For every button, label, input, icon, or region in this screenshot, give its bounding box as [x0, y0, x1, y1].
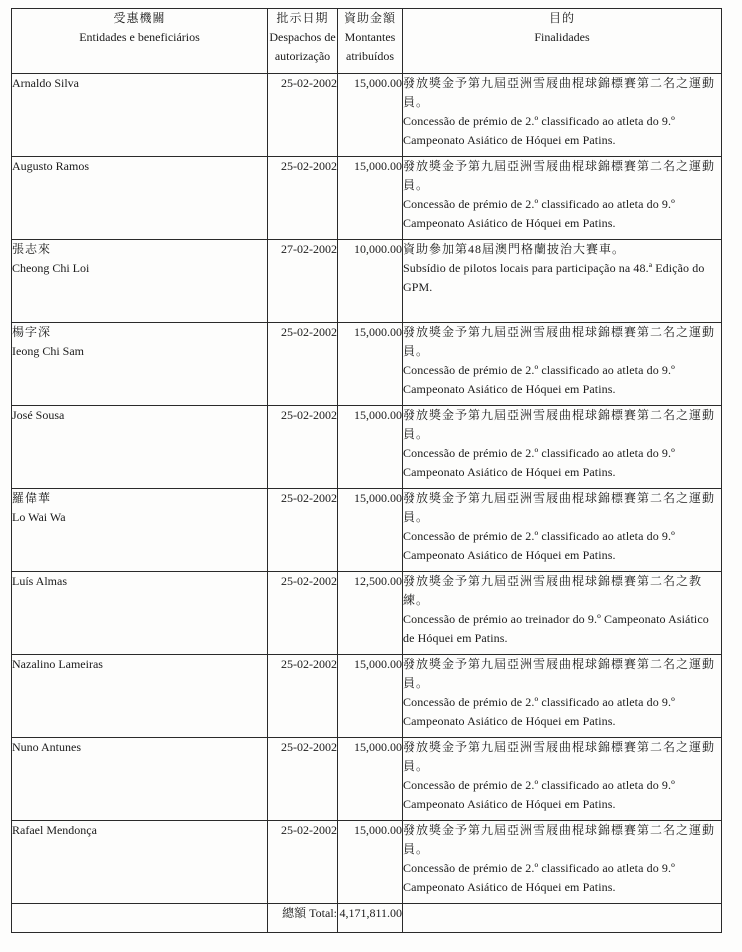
beneficiary-cell — [12, 323, 268, 406]
amount: 15,000.00 — [338, 489, 403, 572]
purpose-pt: Concessão de prémio ao treinador do 9.º Campeonato Asiático de Hóquei em Patins. — [403, 612, 709, 645]
purpose-zh: 發放獎金予第九屆亞洲雪屐曲棍球錦標賽第二名之運動員。 — [403, 159, 716, 192]
beneficiary-cell — [12, 240, 268, 323]
purpose-cell — [403, 157, 722, 240]
purpose-zh: 發放獎金予第九屆亞洲雪屐曲棍球錦標賽第二名之運動員。 — [403, 408, 716, 441]
purpose-cell — [403, 821, 722, 904]
beneficiary-cell — [12, 157, 268, 240]
beneficiary-name-pt: José Sousa — [12, 408, 65, 422]
amount: 15,000.00 — [338, 406, 403, 489]
table-row — [12, 655, 722, 738]
beneficiary-name-zh: 羅偉華 — [12, 491, 52, 505]
purpose-zh: 發放獎金予第九屆亞洲雪屐曲棍球錦標賽第二名之運動員。 — [403, 740, 716, 773]
purpose-pt: Concessão de prémio de 2.º classificado ao atleta do 9.º Campeonato Asiático de Hóquei em Patins. — [403, 363, 675, 396]
purpose-cell — [403, 655, 722, 738]
header-purpose — [403, 9, 722, 74]
table-row — [12, 572, 722, 655]
beneficiary-name-zh: 楊字深 — [12, 325, 52, 339]
authorization-date: 25-02-2002 — [268, 738, 338, 821]
header-amounts — [338, 9, 403, 74]
total-amount: 4,171,811.00 — [338, 904, 403, 933]
authorization-date: 25-02-2002 — [268, 489, 338, 572]
table-row — [12, 821, 722, 904]
purpose-pt: Concessão de prémio de 2.º classificado ao atleta do 9.º Campeonato Asiático de Hóquei em Patins. — [403, 778, 675, 811]
purpose-zh: 發放獎金予第九屆亞洲雪屐曲棍球錦標賽第二名之運動員。 — [403, 76, 716, 109]
header-amounts-zh: 資助金額 — [343, 11, 396, 25]
authorization-date: 25-02-2002 — [268, 74, 338, 157]
purpose-cell — [403, 323, 722, 406]
purpose-pt: Concessão de prémio de 2.º classificado ao atleta do 9.º Campeonato Asiático de Hóquei em Patins. — [403, 529, 675, 562]
purpose-zh: 發放獎金予第九屆亞洲雪屐曲棍球錦標賽第二名之運動員。 — [403, 491, 716, 524]
beneficiary-cell — [12, 489, 268, 572]
beneficiary-cell — [12, 655, 268, 738]
authorization-date: 25-02-2002 — [268, 323, 338, 406]
header-beneficiaries — [12, 9, 268, 74]
beneficiary-name-pt: Luís Almas — [12, 574, 68, 588]
header-date-zh: 批示日期 — [276, 11, 329, 25]
authorization-date: 25-02-2002 — [268, 157, 338, 240]
table-header-row — [12, 9, 722, 74]
amount: 15,000.00 — [338, 738, 403, 821]
header-authorization-date — [268, 9, 338, 74]
purpose-cell — [403, 572, 722, 655]
header-amounts-pt: Montantes atribuídos — [344, 30, 396, 63]
header-purpose-pt: Finalidades — [534, 30, 590, 44]
subsidy-table — [11, 8, 722, 933]
beneficiary-name-pt: Nazalino Lameiras — [12, 657, 103, 671]
authorization-date: 27-02-2002 — [268, 240, 338, 323]
purpose-cell — [403, 738, 722, 821]
authorization-date: 25-02-2002 — [268, 406, 338, 489]
header-date-pt: Despachos de autorização — [269, 30, 336, 63]
purpose-zh: 發放獎金予第九屆亞洲雪屐曲棍球錦標賽第二名之運動員。 — [403, 657, 716, 690]
purpose-cell — [403, 406, 722, 489]
amount: 12,500.00 — [338, 572, 403, 655]
beneficiary-name-pt: Lo Wai Wa — [12, 510, 66, 524]
table-row — [12, 157, 722, 240]
purpose-pt: Concessão de prémio de 2.º classificado ao atleta do 9.º Campeonato Asiático de Hóquei em Patins. — [403, 197, 675, 230]
header-beneficiaries-zh: 受惠機關 — [113, 11, 166, 25]
amount: 15,000.00 — [338, 157, 403, 240]
authorization-date: 25-02-2002 — [268, 655, 338, 738]
beneficiary-name-pt: Augusto Ramos — [12, 159, 90, 173]
header-purpose-zh: 目的 — [548, 11, 575, 25]
beneficiary-name-pt: Arnaldo Silva — [12, 76, 79, 90]
purpose-zh: 發放獎金予第九屆亞洲雪屐曲棍球錦標賽第二名之教練。 — [403, 574, 703, 607]
authorization-date: 25-02-2002 — [268, 572, 338, 655]
amount: 15,000.00 — [338, 74, 403, 157]
amount: 15,000.00 — [338, 821, 403, 904]
beneficiary-name-pt: Rafael Mendonça — [12, 823, 97, 837]
purpose-pt: Concessão de prémio de 2.º classificado ao atleta do 9.º Campeonato Asiático de Hóquei em Patins. — [403, 861, 675, 894]
amount: 15,000.00 — [338, 655, 403, 738]
purpose-zh: 發放獎金予第九屆亞洲雪屐曲棍球錦標賽第二名之運動員。 — [403, 325, 716, 358]
total-empty-cell — [12, 904, 268, 933]
purpose-zh: 發放獎金予第九屆亞洲雪屐曲棍球錦標賽第二名之運動員。 — [403, 823, 716, 856]
total-row — [12, 904, 722, 933]
table-row — [12, 406, 722, 489]
beneficiary-name-pt: Nuno Antunes — [12, 740, 81, 754]
table-row — [12, 489, 722, 572]
beneficiary-name-pt: Cheong Chi Loi — [12, 261, 90, 275]
purpose-cell — [403, 489, 722, 572]
beneficiary-name-pt: Ieong Chi Sam — [12, 344, 84, 358]
header-beneficiaries-pt: Entidades e beneficiários — [79, 30, 200, 44]
amount: 15,000.00 — [338, 323, 403, 406]
beneficiary-cell — [12, 738, 268, 821]
beneficiary-cell — [12, 572, 268, 655]
purpose-zh: 資助參加第48屆澳門格蘭披治大賽車。 — [403, 242, 626, 256]
table-row — [12, 240, 722, 323]
total-label: 總額 Total: — [268, 904, 338, 933]
total-empty-purpose — [403, 904, 722, 933]
table-body — [12, 74, 722, 904]
beneficiary-cell — [12, 406, 268, 489]
beneficiary-cell — [12, 74, 268, 157]
purpose-pt: Concessão de prémio de 2.º classificado ao atleta do 9.º Campeonato Asiático de Hóquei em Patins. — [403, 695, 675, 728]
purpose-cell — [403, 74, 722, 157]
purpose-pt: Concessão de prémio de 2.º classificado ao atleta do 9.º Campeonato Asiático de Hóquei em Patins. — [403, 446, 675, 479]
purpose-cell — [403, 240, 722, 323]
beneficiary-name-zh: 張志來 — [12, 242, 52, 256]
purpose-pt: Subsídio de pilotos locais para participação na 48.ª Edição do GPM. — [403, 261, 705, 294]
authorization-date: 25-02-2002 — [268, 821, 338, 904]
table-row — [12, 323, 722, 406]
purpose-pt: Concessão de prémio de 2.º classificado ao atleta do 9.º Campeonato Asiático de Hóquei em Patins. — [403, 114, 675, 147]
beneficiary-cell — [12, 821, 268, 904]
table-row — [12, 738, 722, 821]
table-row — [12, 74, 722, 157]
amount: 10,000.00 — [338, 240, 403, 323]
